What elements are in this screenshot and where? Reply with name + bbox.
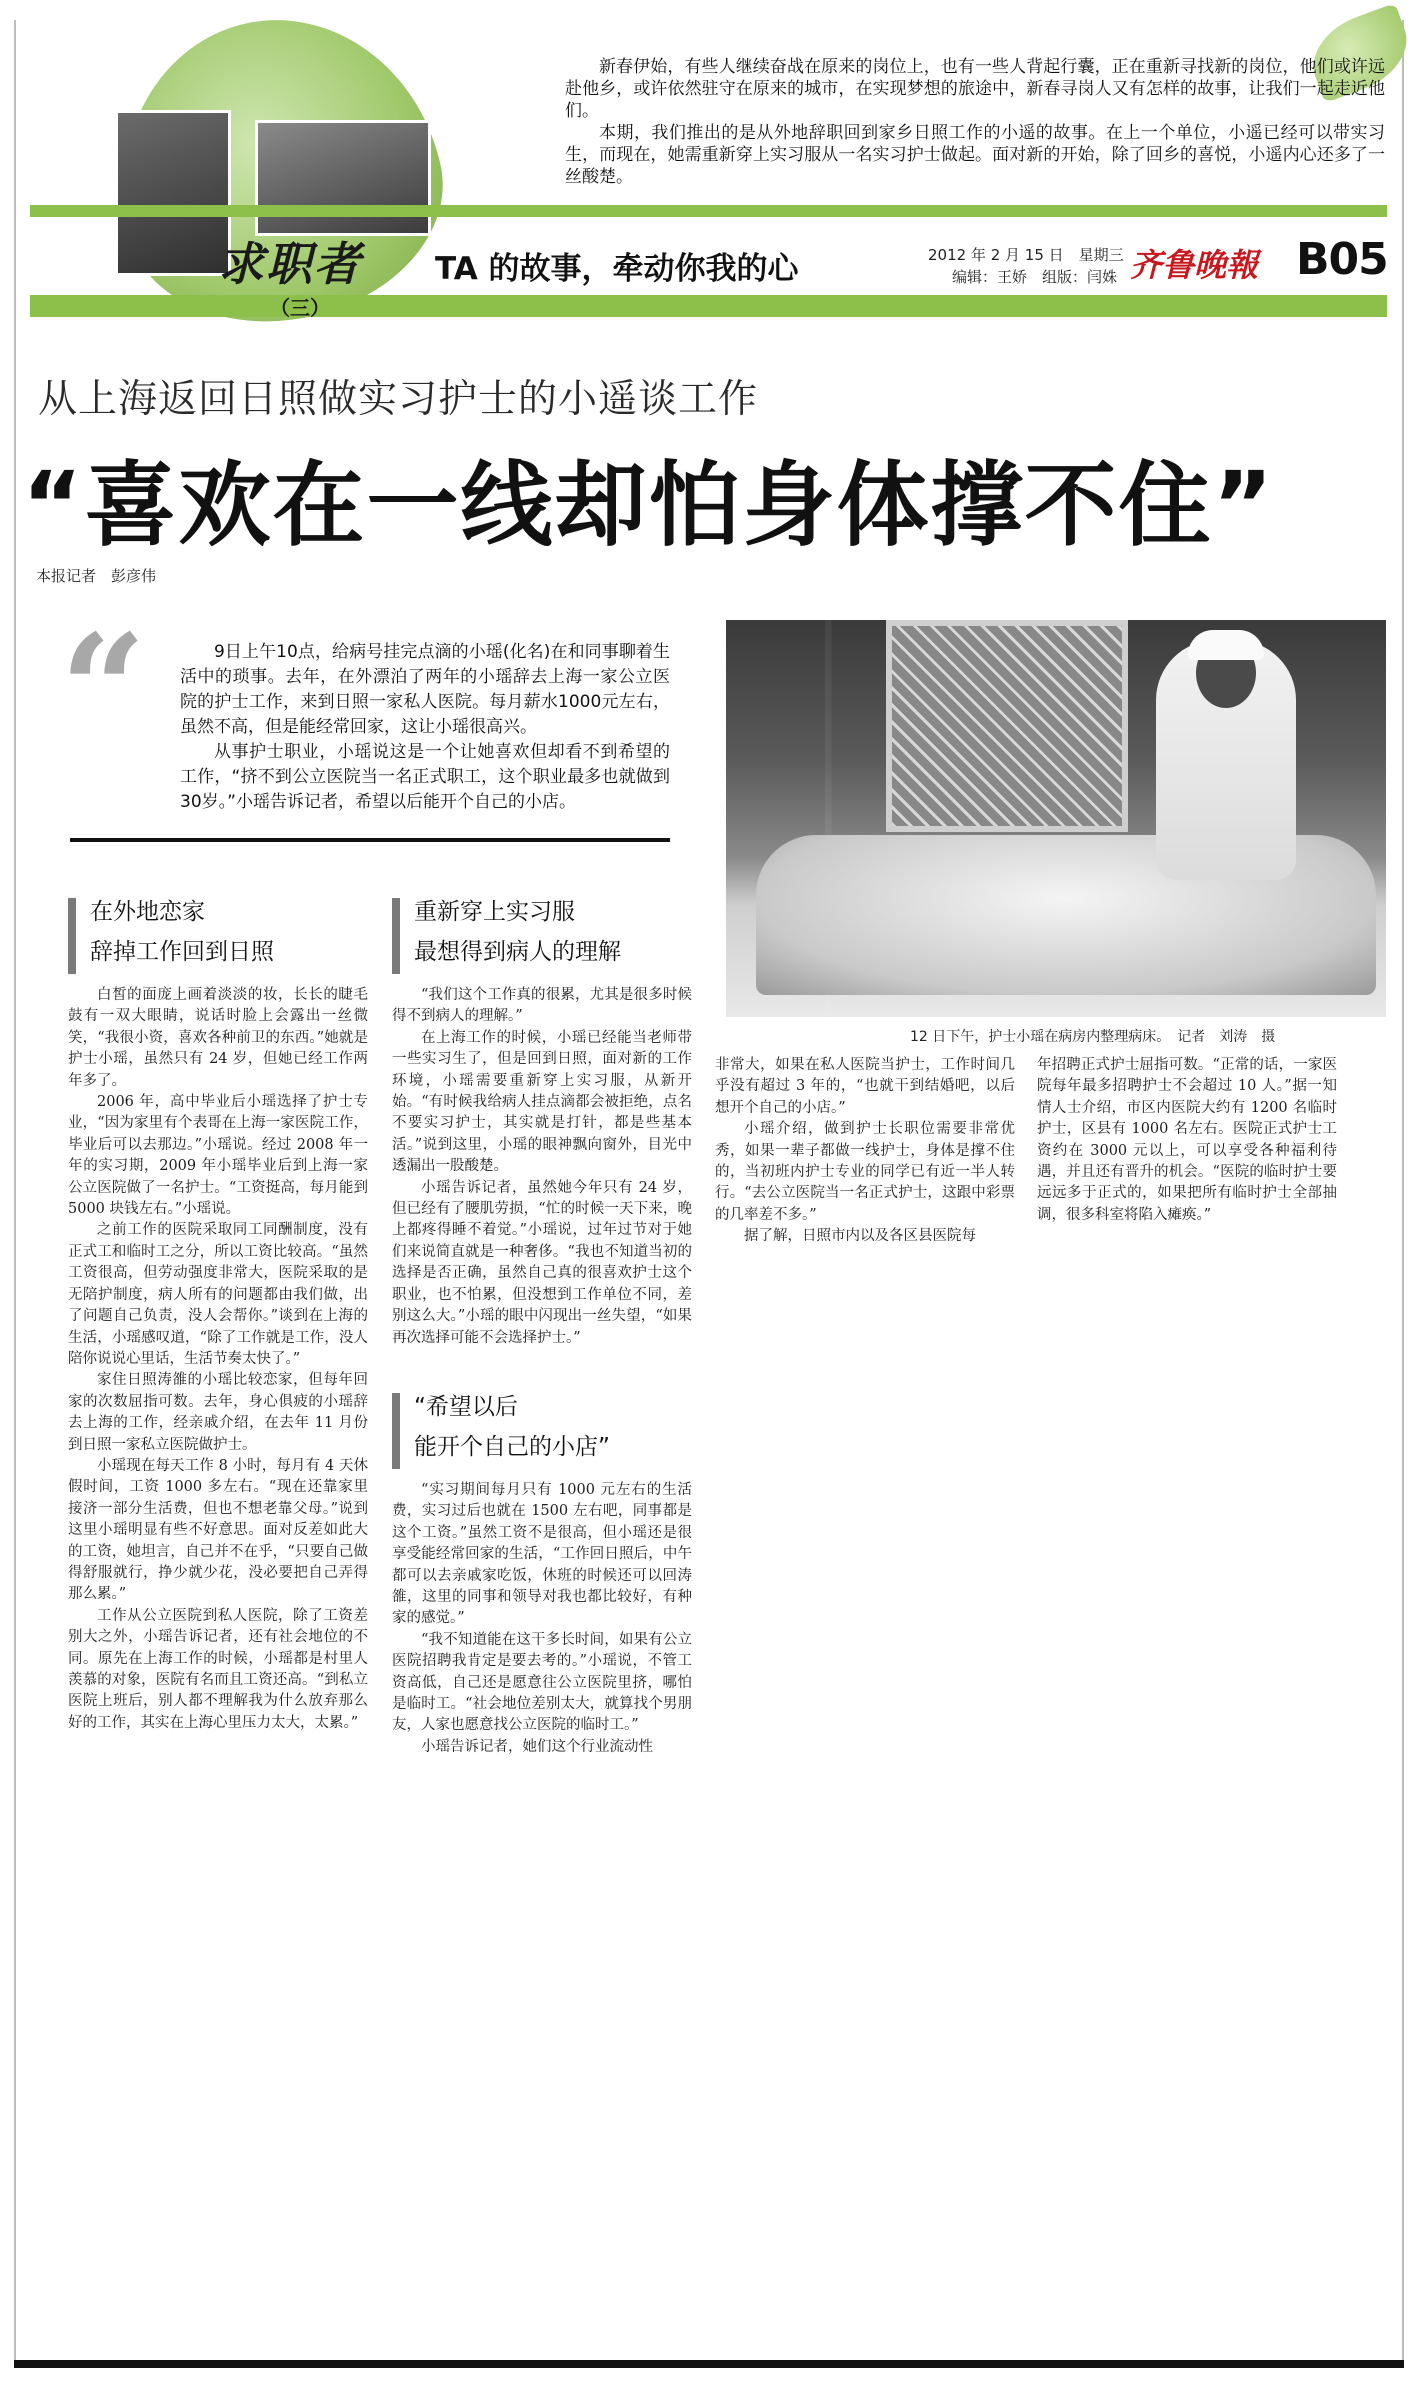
- interview-photo-inset: [255, 120, 431, 236]
- section-title-bar: [392, 898, 400, 974]
- body-paragraph: 家住日照涛雒的小瑶比较恋家，但每年回家的次数屈指可数。去年，身心俱疲的小瑶辞去上海的工作，经亲戚介绍，在去年 11 月份到日照一家私立医院做护士。: [68, 1372, 368, 1453]
- lead-quote-paragraph: 9日上午10点，给病号挂完点滴的小瑶(化名)在和同事聊着生活中的琐事。去年，在外漂泊了两年的小瑶辞去上海一家公立医院的护士工作，来到日照一家私人医院。每月薪水1000元左右，虽然不高，但是能经常回家，这让小瑶很高兴。: [180, 642, 670, 737]
- masthead-top-bar: [30, 205, 1387, 217]
- editor-credits: 编辑：王娇 组版：闫姝: [952, 268, 1118, 286]
- main-headline: “喜欢在一线却怕身体撑不住”: [22, 452, 1275, 559]
- body-paragraph: 之前工作的医院采取同工同酬制度，没有正式工和临时工之分，所以工资比较高。“虽然工资很高，但劳动强度非常大，医院采取的是无陪护制度，病人所有的问题都由我们做，出了问题自己负责，没人会帮你。”谈到在上海的生活，小瑶感叹道，“除了工作就是工作，没人陪你说说心里话，生活节奏太快了。”: [68, 1222, 368, 1367]
- lead-quote: [180, 640, 670, 815]
- column-slogan: TA 的故事，牵动你我的心: [435, 251, 799, 287]
- section-1-title-line-2: 辞掉工作回到日照: [90, 939, 274, 965]
- body-paragraph: 非常大，如果在私人医院当护士，工作时间几乎没有超过 3 年的，“也就干到结婚吧，以后想开个自己的小店。”: [715, 1057, 1015, 1116]
- body-paragraph: “我们这个工作真的很累，尤其是很多时候得不到病人的理解。”: [392, 987, 692, 1025]
- section-1-body: [68, 985, 368, 1734]
- masthead-bottom-bar: [30, 295, 1387, 317]
- body-paragraph: 白皙的面庞上画着淡淡的妆，长长的睫毛鼓有一双大眼睛，说话时脸上会露出一丝微笑，“我很小资，喜欢各种前卫的东西。”她就是护士小瑶，虽然只有 24 岁，但她已经工作两年多了。: [68, 987, 368, 1089]
- intro-paragraph: 新春伊始，有些人继续奋战在原来的岗位上，也有一些人背起行囊，正在重新寻找新的岗位，他们或许远赴他乡，或许依然驻守在原来的城市，在实现梦想的旅途中，新春寻岗人又有怎样的故事，让我们一起走近他们。: [565, 57, 1385, 121]
- body-paragraph: “实习期间每月只有 1000 元左右的生活费，实习过后也就在 1500 左右吧，同事都是这个工资。”虽然工资不是很高，但小瑶还是很享受能经常回家的生活，“工作回日照后，中午都可以去亲戚家吃饭，休班的时候还可以回涛雒，这里的同事和领导对我也都比较好，有种家的感觉。”: [392, 1482, 692, 1627]
- section-1-title-line-1: 在外地恋家: [90, 899, 205, 925]
- lead-quote-paragraph: 从事护士职业，小瑶说这是一个让她喜欢但却看不到希望的工作，“挤不到公立医院当一名正式职工，这个职业最多也就做到30岁。”小瑶告诉记者，希望以后能开个自己的小店。: [180, 742, 670, 812]
- portrait-photo-inset: [115, 110, 231, 276]
- column-3-body: [715, 1055, 1015, 1248]
- intro-paragraph: 本期，我们推出的是从外地辞职回到家乡日照工作的小遥的故事。在上一个单位，小遥已经可以带实习生，而现在，她需重新穿上实习服从一名实习护士做起。面对新的开始，除了回乡的喜悦，小遥内心还多了一丝酸楚。: [565, 123, 1385, 187]
- byline: 本报记者 彭彦伟: [36, 567, 157, 585]
- section-3-title-line-1: “希望以后: [414, 1394, 518, 1420]
- body-paragraph: 工作从公立医院到私人医院，除了工资差别大之外，小瑶告诉记者，还有社会地位的不同。原先在上海工作的时候，小瑶都是村里人羡慕的对象，医院有名而且工资还高。“到私立医院上班后，别人都不理解我为什么放弃那么好的工作，其实在上海心里压力太大，太累。”: [68, 1607, 368, 1731]
- photo-nurse-cap: [1188, 630, 1264, 660]
- news-photo-nurse-making-bed: [726, 620, 1386, 1017]
- column-4-body: [1037, 1055, 1337, 1226]
- page-bottom-rule: [14, 2360, 1404, 2368]
- body-paragraph: 小瑶现在每天工作 8 小时，每月有 4 天休假时间，工资 1000 多左右。“现在还靠家里接济一部分生活费，但也不想老靠父母。”说到这里小瑶明显有些不好意思。面对反差如此大的工资，她坦言，自己并不在乎，“只要自己做得舒服就行，挣少就少花，没必要把自己弄得那么累。”: [68, 1457, 368, 1603]
- body-paragraph: “我不知道能在这干多长时间，如果有公立医院招聘我肯定是要去考的。”小瑶说，不管工资高低，自己还是愿意往公立医院里挤，哪怕是临时工。“社会地位差别太大，就算找个男朋友，人家也愿意找公立医院的临时工。”: [392, 1631, 692, 1734]
- column-name: 求职者: [218, 237, 362, 291]
- section-3-body: [392, 1480, 692, 1758]
- section-title-bar: [392, 1393, 400, 1469]
- right-page-rule: [1402, 20, 1404, 2360]
- body-paragraph: 年招聘正式护士屈指可数。“正常的话，一家医院每年最多招聘护士不会超过 10 人。”据一知情人士介绍，市区内医院大约有 1200 名临时护士，区县有 1000 名左右。医院正式护士工资约在 3000 元以上，可以享受各种福利待遇，并且还有晋升的机会。“医院的临时护士要远远多于正式的，如果把所有临时护士全部抽调，很多科室将陷入瘫痪。”: [1037, 1057, 1337, 1223]
- section-2-title-line-2: 最想得到病人的理解: [414, 939, 621, 965]
- page-number: B05: [1296, 234, 1388, 285]
- issue-date: 2012 年 2 月 15 日 星期三: [928, 246, 1124, 264]
- photo-caption: 12 日下午，护士小瑶在病房内整理病床。 记者 刘涛 摄: [910, 1029, 1276, 1045]
- section-title-bar: [68, 898, 76, 974]
- series-intro: [565, 56, 1385, 188]
- newspaper-logo: 齐鲁晚報: [1130, 246, 1259, 284]
- photo-window: [886, 620, 1128, 832]
- body-paragraph: 小瑶介绍，做到护士长职位需要非常优秀，如果一辈子都做一线护士，身体是撑不住的，当初班内护士专业的同学已有近一半人转行。“去公立医院当一名正式护士，这跟中彩票的几率差不多。”: [715, 1121, 1015, 1223]
- body-paragraph: 在上海工作的时候，小瑶已经能当老师带一些实习生了，但是回到日照，面对新的工作环境，小瑶需要重新穿上实习服，从新开始。“有时候我给病人挂点滴都会被拒绝，点名不要实习护士，其实就是打针，都是些基本活。”说到这里，小瑶的眼神飘向窗外，目光中透漏出一股酸楚。: [392, 1029, 692, 1175]
- body-paragraph: 小瑶告诉记者，她们这个行业流动性: [421, 1738, 653, 1755]
- lead-quote-rule: [70, 838, 670, 842]
- section-2-title-line-1: 重新穿上实习服: [414, 899, 575, 925]
- column-number: （三）: [270, 296, 330, 320]
- body-paragraph: 小瑶告诉记者，虽然她今年只有 24 岁，但已经有了腰肌劳损，“忙的时候一天下来，晚上都疼得睡不着觉。”小瑶说，过年过节对于她们来说简直就是一种奢侈。“我也不知道当初的选择是否正确，虽然自己真的很喜欢护士这个职业，也不怕累，但没想到工作单位不同，差别这么大。”小瑶的眼中闪现出一丝失望，“如果再次选择可能不会选择护士。”: [392, 1179, 692, 1346]
- body-paragraph: 据了解，日照市内以及各区县医院每: [744, 1228, 976, 1245]
- headline-kicker: 从上海返回日照做实习护士的小遥谈工作: [38, 377, 759, 422]
- body-paragraph: 2006 年，高中毕业后小瑶选择了护士专业，“因为家里有个表哥在上海一家医院工作，毕业后可以去那边。”小瑶说。经过 2008 年一年的实习期，2009 年小瑶毕业后到上海一家公立医院做了一名护士。“工资挺高，每月能到 5000 块钱左右。”小瑶说。: [68, 1094, 368, 1218]
- quote-mark-icon: “: [60, 602, 147, 778]
- section-3-title-line-2: 能开个自己的小店”: [414, 1434, 610, 1460]
- left-page-rule: [14, 20, 16, 2360]
- section-2-body: [392, 985, 692, 1349]
